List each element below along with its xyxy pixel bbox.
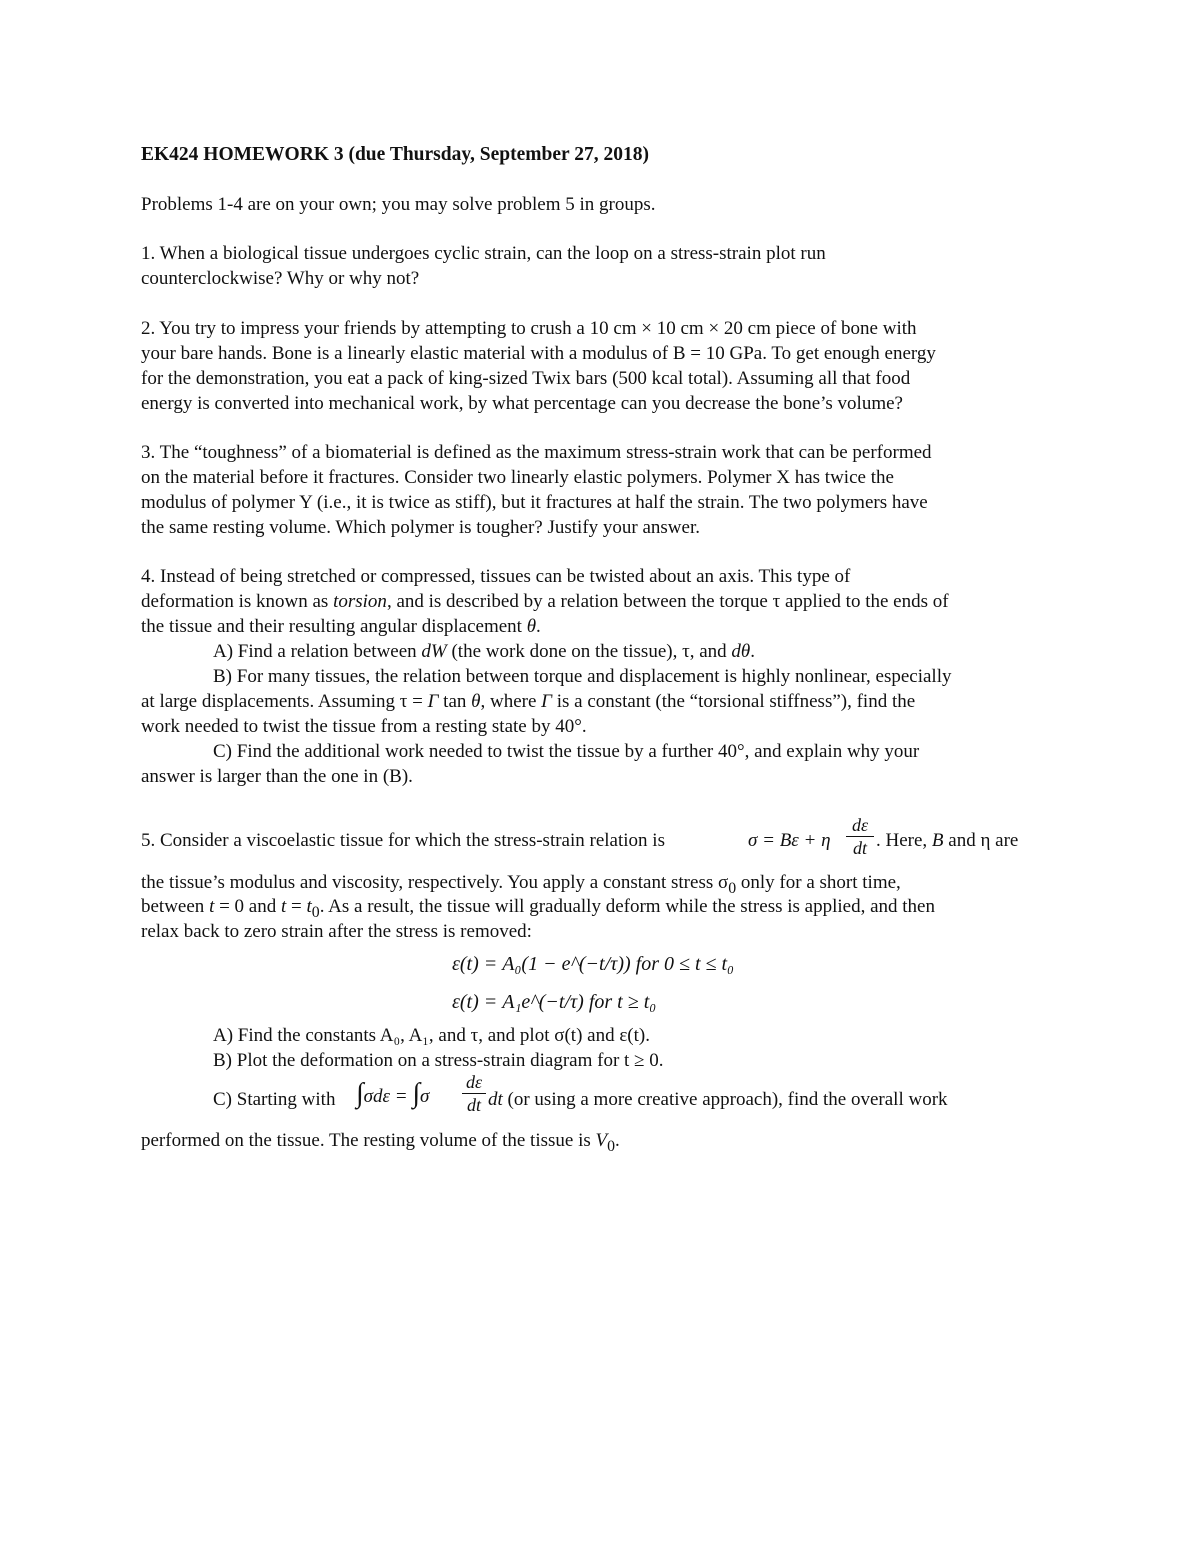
problem-5c-line-1-end: dt (or using a more creative approach), find the overall work (488, 1089, 948, 1110)
problem-4-line-3: the tissue and their resulting angular displacement θ. (141, 616, 541, 637)
integral-sign: ∫ (412, 1078, 421, 1109)
problem-1-line-2: counterclockwise? Why or why not? (141, 268, 420, 289)
strain-rate-fraction: dε dt (846, 815, 874, 858)
page-title: EK424 HOMEWORK 3 (due Thursday, September 27, 2018) (141, 144, 649, 165)
problem-2-line-4: energy is converted into mechanical work, by what percentage can you decrease the bone’s volume? (141, 393, 903, 414)
problem-4-line-2: deformation is known as torsion, and is described by a relation between the torque τ applied to the ends of (141, 591, 949, 612)
work-integral: ∫σdε = ∫σ (356, 1078, 430, 1109)
integrand-fraction: dε dt (462, 1072, 486, 1115)
problem-5-line-1: 5. Consider a viscoelastic tissue for which the stress-strain relation is (141, 830, 665, 851)
stress-strain-equation: σ = Bε + η (748, 830, 831, 851)
problem-2-line-2: your bare hands. Bone is a linearly elastic material with a modulus of B = 10 GPa. To get enough energy (141, 343, 936, 364)
problem-5c-line-2: performed on the tissue. The resting volume of the tissue is $V_0$. (141, 1130, 620, 1155)
problem-4c-line-2: answer is larger than the one in (B). (141, 766, 413, 787)
problem-4b-line-3: work needed to twist the tissue from a resting state by 40°. (141, 716, 587, 737)
problem-4c-line-1: C) Find the additional work needed to twist the tissue by a further 40°, and explain why your (213, 741, 920, 762)
problem-3-line-4: the same resting volume. Which polymer is tougher? Justify your answer. (141, 517, 700, 538)
problem-1-line-1: 1. When a biological tissue undergoes cyclic strain, can the loop on a stress-strain plot run (141, 243, 826, 264)
strain-equation-loading: ε(t) = A₀(1 − e^(−t/τ)) for 0 ≤ t ≤ t₀ (452, 953, 735, 975)
strain-equation-relaxation: ε(t) = A₁e^(−t/τ) for t ≥ t₀ (452, 991, 657, 1013)
problem-3-line-2: on the material before it fractures. Consider two linearly elastic polymers. Polymer X has twice the (141, 467, 894, 488)
problem-4a: A) Find a relation between dW (the work done on the tissue), τ, and dθ. (213, 641, 755, 662)
problem-5-line-3: between t = 0 and $t = t_0$. As a result, the tissue will gradually deform while the stress is applied, and then (141, 896, 935, 921)
problem-4b-line-2: at large displacements. Assuming τ = Γ tan θ, where Γ is a constant (the “torsional stiffness”), find the (141, 691, 916, 712)
problem-4b-line-1: B) For many tissues, the relation between torque and displacement is highly nonlinear, especially (213, 666, 952, 687)
problem-5c-line-1: C) Starting with (213, 1089, 336, 1110)
problem-3-line-1: 3. The “toughness” of a biomaterial is defined as the maximum stress-strain work that can be performed (141, 442, 932, 463)
problem-5-line-2: the tissue’s modulus and viscosity, respectively. You apply a constant stress $\sigma_0$ only for a short time, (141, 872, 901, 897)
problem-5-line-4: relax back to zero strain after the stress is removed: (141, 921, 532, 942)
integral-sign: ∫ (356, 1078, 364, 1109)
problem-4-line-1: 4. Instead of being stretched or compressed, tissues can be twisted about an axis. This type of (141, 566, 851, 587)
intro-text: Problems 1-4 are on your own; you may solve problem 5 in groups. (141, 194, 656, 215)
problem-5a: A) Find the constants A₀, A₁, and τ, and plot σ(t) and ε(t). (213, 1025, 650, 1046)
problem-2-line-3: for the demonstration, you eat a pack of king-sized Twix bars (500 kcal total). Assuming all that food (141, 368, 911, 389)
problem-2-line-1: 2. You try to impress your friends by attempting to crush a 10 cm × 10 cm × 20 cm piece of bone with (141, 318, 917, 339)
problem-5-line-1-end: . Here, B and η are (876, 830, 1019, 851)
problem-3-line-3: modulus of polymer Y (i.e., it is twice as stiff), but it fractures at half the strain. The two polymers have (141, 492, 928, 513)
problem-5b: B) Plot the deformation on a stress-strain diagram for t ≥ 0. (213, 1050, 664, 1071)
